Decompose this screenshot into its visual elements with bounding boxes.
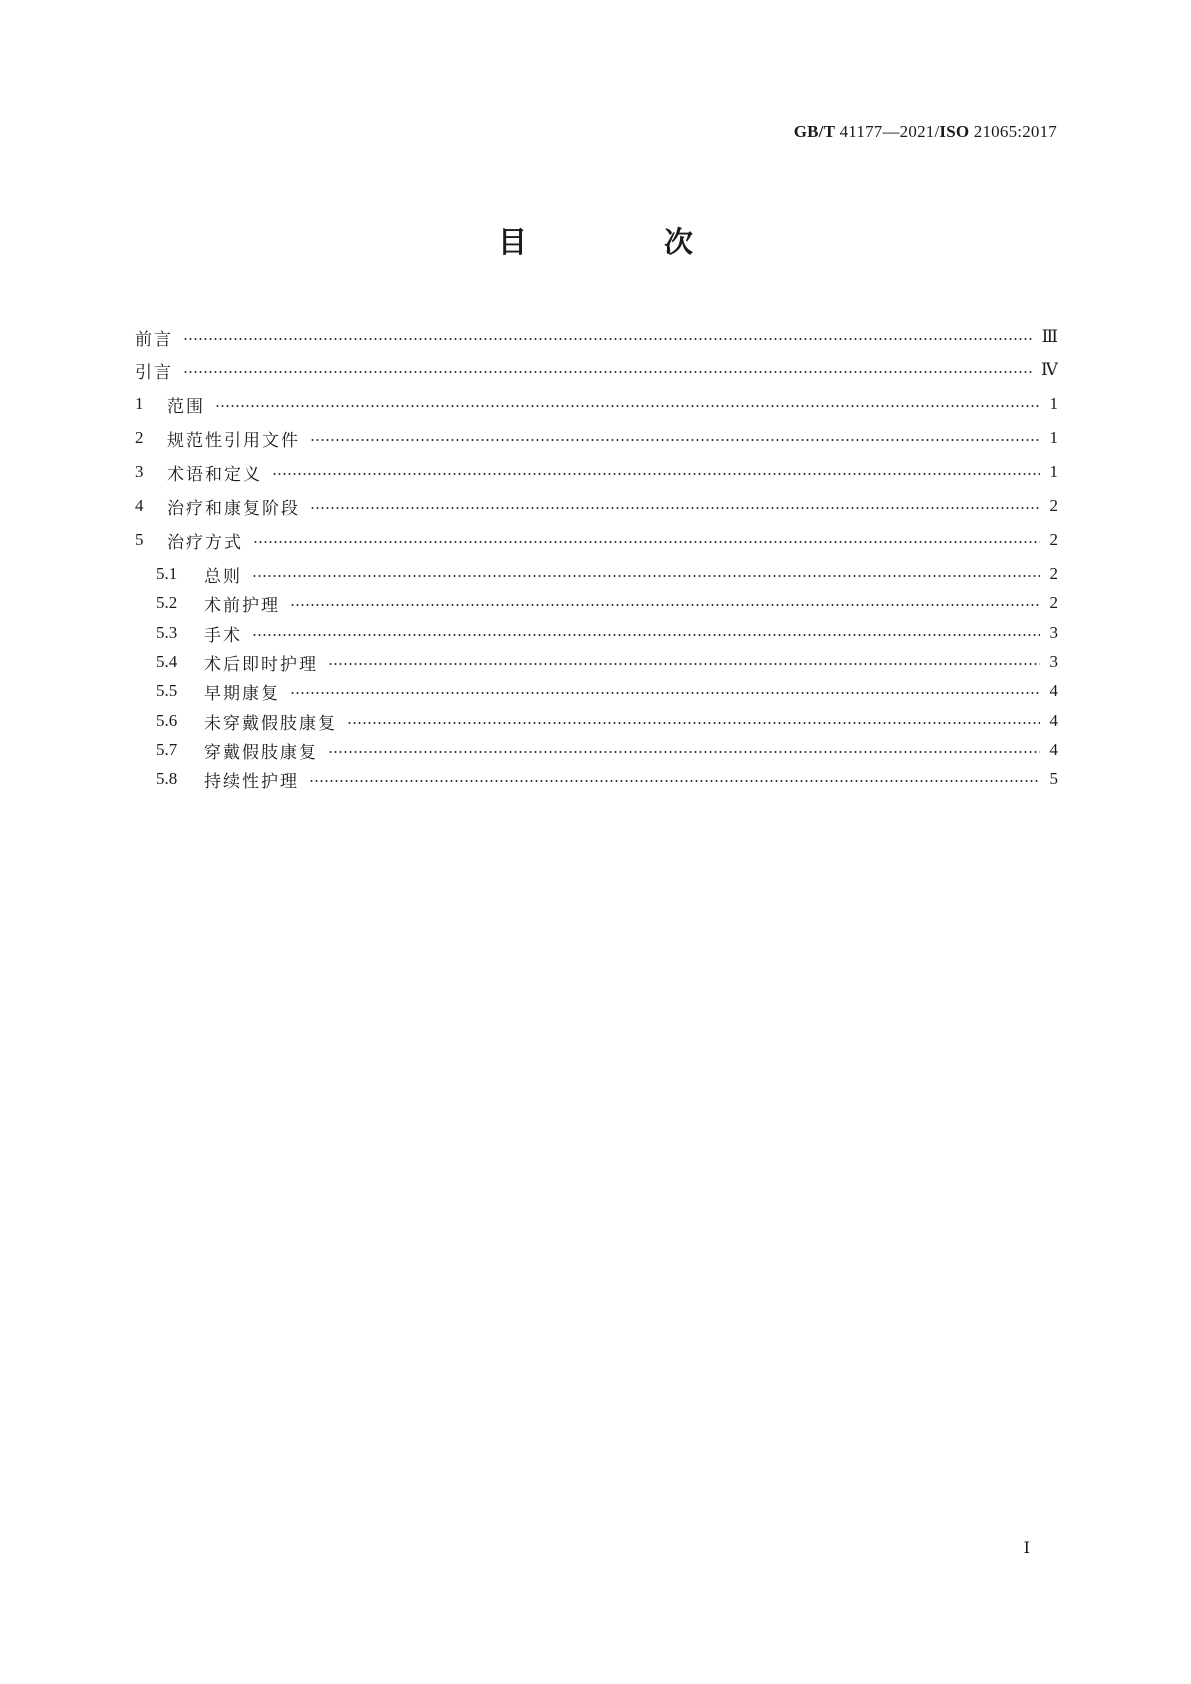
dot-leader [328,663,1040,665]
dot-leader [328,751,1040,753]
dot-leader [253,541,1040,543]
toc-entry-number: 1 [135,394,144,413]
std-number: 41177—2021/ [839,122,940,141]
toc-entry-page: 1 [1049,462,1058,481]
toc-entry-label: 引言 [135,362,173,383]
toc-title: 目 次 [497,225,747,259]
dot-leader [347,722,1040,724]
toc-entry-number: 5.2 [156,593,178,612]
toc-entry[interactable] [156,562,1058,586]
toc-entry[interactable] [135,494,1058,518]
toc-entry-page: 1 [1049,428,1058,447]
dot-leader [272,473,1040,475]
standard-code [794,122,1057,142]
dot-leader [183,338,1034,340]
toc-entry-number: 5.7 [156,740,178,759]
toc-entry-label: 规范性引用文件 [167,430,300,451]
toc-entry-label: 总则 [204,566,242,587]
std-prefix: GB/T [793,122,836,141]
toc-entry-page: 4 [1049,711,1058,730]
toc-entry-number: 5.8 [156,769,178,788]
toc-entry-label: 术后即时护理 [204,654,318,675]
dot-leader [252,575,1040,577]
toc-entry-label: 前言 [135,329,173,350]
toc-entry-number: 4 [135,496,144,515]
toc-entry-page: 2 [1049,593,1058,612]
toc-entry-number: 5.3 [156,623,178,642]
toc-entry[interactable] [156,679,1058,703]
toc-entry[interactable] [156,621,1058,645]
toc-entry-number: 5 [135,530,144,549]
toc-entry[interactable] [135,528,1058,552]
iso-number: 21065:2017 [973,122,1057,141]
toc-entry-number: 3 [135,462,144,481]
toc-entry-label: 早期康复 [204,683,280,704]
toc-entry[interactable] [135,358,1058,382]
toc-entry-label: 治疗和康复阶段 [167,498,300,519]
toc-entry[interactable] [135,426,1058,450]
toc-entry-number: 5.5 [156,681,178,700]
toc-entry-label: 持续性护理 [204,771,299,792]
toc-entry-page: 2 [1049,530,1058,549]
toc-entry-page: 3 [1049,623,1058,642]
toc-entry-label: 术语和定义 [167,464,262,485]
toc-entry-page: 2 [1049,496,1058,515]
dot-leader [310,507,1040,509]
toc-entry-page: 4 [1049,681,1058,700]
toc-entry-label: 治疗方式 [167,532,243,553]
toc-entry-page: 4 [1049,740,1058,759]
toc-entry-number: 2 [135,428,144,447]
toc-entry[interactable] [135,460,1058,484]
toc-entry[interactable] [156,709,1058,733]
toc-entry-label: 未穿戴假肢康复 [204,713,337,734]
dot-leader [215,405,1040,407]
iso-prefix: ISO [939,122,970,141]
toc-entry-number: 5.6 [156,711,178,730]
dot-leader [290,692,1040,694]
page-number: Ⅰ [1023,1540,1030,1557]
toc-entry-number: 5.1 [156,564,178,583]
toc-entry-label: 手术 [204,625,242,646]
toc-entry[interactable] [156,650,1058,674]
toc-entry[interactable] [135,325,1058,349]
dot-leader [252,634,1040,636]
toc-entry-label: 穿戴假肢康复 [204,742,318,763]
toc-entry-page: Ⅳ [1041,360,1058,379]
toc-entry-page: 3 [1049,652,1058,671]
toc-entry-page: 1 [1049,394,1058,413]
toc-entry-label: 范围 [167,396,205,417]
toc-entry-label: 术前护理 [204,595,280,616]
toc-entry-page: 5 [1049,769,1058,788]
toc-entry-number: 5.4 [156,652,178,671]
toc-entry[interactable] [156,767,1058,791]
toc-entry-page: Ⅲ [1041,327,1058,346]
toc-entry-page: 2 [1049,564,1058,583]
toc-entry[interactable] [135,392,1058,416]
dot-leader [310,439,1040,441]
toc-entry[interactable] [156,591,1058,615]
dot-leader [183,371,1033,373]
dot-leader [309,780,1040,782]
dot-leader [290,604,1040,606]
toc-entry[interactable] [156,738,1058,762]
